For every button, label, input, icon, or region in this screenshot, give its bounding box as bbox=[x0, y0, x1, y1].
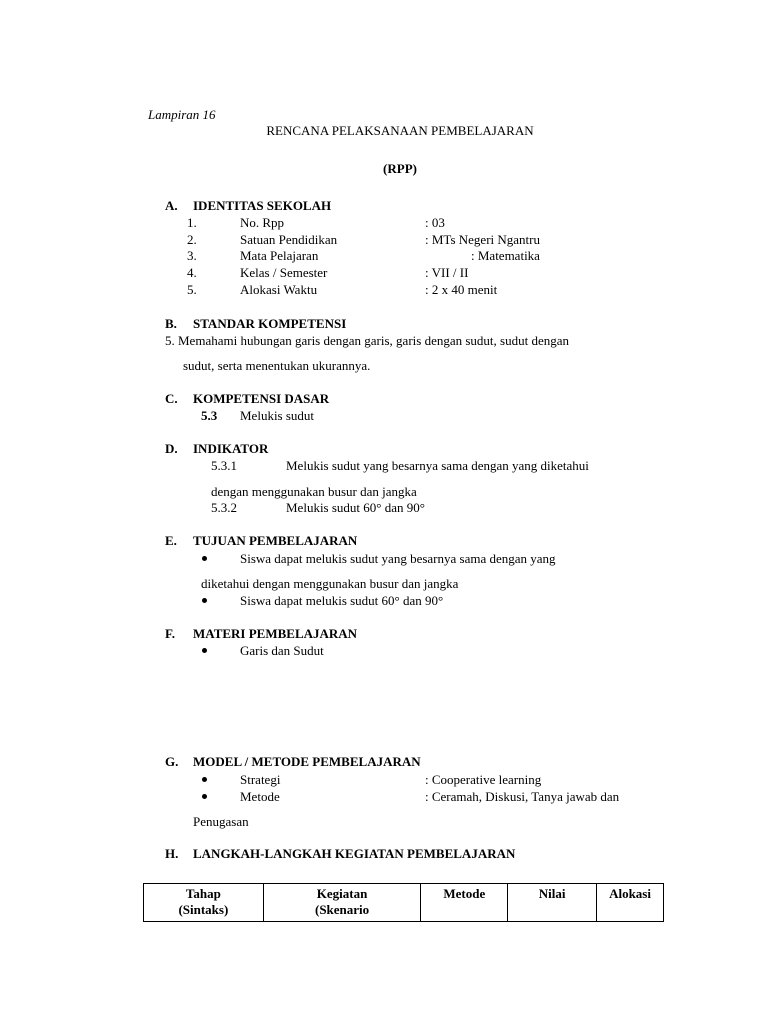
section-c-letter: C. bbox=[165, 391, 178, 406]
section-g-letter: G. bbox=[165, 754, 179, 769]
section-d-letter: D. bbox=[165, 441, 178, 456]
bullet-icon bbox=[202, 777, 207, 782]
competency-standard-continuation: sudut, serta menentukan ukurannya. bbox=[183, 358, 371, 373]
identity-row-label: Kelas / Semester bbox=[240, 265, 328, 280]
column-header-activity: Kegiatan (Skenario bbox=[263, 884, 421, 922]
section-a-letter: A. bbox=[165, 198, 178, 213]
section-b-heading: STANDAR KOMPETENSI bbox=[193, 316, 347, 331]
method-label: Strategi bbox=[240, 772, 281, 787]
attachment-label: Lampiran 16 bbox=[148, 107, 216, 122]
section-h-heading: LANGKAH-LANGKAH KEGIATAN PEMBELAJARAN bbox=[193, 846, 516, 861]
objective-continuation: diketahui dengan menggunakan busur dan jangka bbox=[201, 576, 459, 591]
column-header-allocation: Alokasi bbox=[597, 884, 664, 922]
document-title: RENCANA PELAKSANAAN PEMBELAJARAN bbox=[266, 123, 534, 138]
identity-row-value: : Matematika bbox=[471, 248, 540, 263]
identity-row-value: : MTs Negeri Ngantru bbox=[425, 232, 540, 247]
section-c-heading: KOMPETENSI DASAR bbox=[193, 391, 330, 406]
section-a-heading: IDENTITAS SEKOLAH bbox=[193, 198, 332, 213]
indicator-code: 5.3.2 bbox=[211, 500, 237, 515]
bullet-icon bbox=[202, 794, 207, 799]
section-h-letter: H. bbox=[165, 846, 179, 861]
method-label: Metode bbox=[240, 789, 280, 804]
material-item: Garis dan Sudut bbox=[240, 643, 324, 658]
basic-competency-code: 5.3 bbox=[201, 408, 218, 423]
identity-row-num: 3. bbox=[187, 248, 197, 263]
method-value: : Ceramah, Diskusi, Tanya jawab dan bbox=[425, 789, 620, 804]
section-e-heading: TUJUAN PEMBELAJARAN bbox=[193, 533, 358, 548]
section-e-letter: E. bbox=[165, 533, 177, 548]
column-header-stage: Tahap (Sintaks) bbox=[144, 884, 264, 922]
document-subtitle: (RPP) bbox=[383, 161, 417, 176]
table-header-row bbox=[144, 884, 664, 922]
indicator-text: Melukis sudut yang besarnya sama dengan yang diketahui bbox=[286, 458, 589, 473]
method-continuation: Penugasan bbox=[193, 814, 249, 829]
learning-steps-table bbox=[143, 883, 664, 922]
column-header-method: Metode bbox=[421, 884, 508, 922]
identity-row-label: No. Rpp bbox=[240, 215, 285, 230]
objective-text: Siswa dapat melukis sudut yang besarnya sama dengan yang bbox=[240, 551, 556, 566]
identity-row-label: Satuan Pendidikan bbox=[240, 232, 338, 247]
bullet-icon bbox=[202, 648, 207, 653]
identity-row-num: 4. bbox=[187, 265, 197, 280]
section-b-letter: B. bbox=[165, 316, 177, 331]
objective-text: Siswa dapat melukis sudut 60° dan 90° bbox=[240, 593, 444, 608]
competency-standard-line: 5. Memahami hubungan garis dengan garis, garis dengan sudut, sudut dengan bbox=[165, 333, 569, 348]
identity-row-num: 2. bbox=[187, 232, 197, 247]
bullet-icon bbox=[202, 556, 207, 561]
identity-row-label: Mata Pelajaran bbox=[240, 248, 319, 263]
indicator-code: 5.3.1 bbox=[211, 458, 237, 473]
section-g-heading: MODEL / METODE PEMBELAJARAN bbox=[193, 754, 421, 769]
identity-row-num: 5. bbox=[187, 282, 197, 297]
identity-row-value: : 03 bbox=[425, 215, 445, 230]
identity-row-value: : 2 x 40 menit bbox=[425, 282, 498, 297]
identity-row-label: Alokasi Waktu bbox=[240, 282, 318, 297]
indicator-continuation: dengan menggunakan busur dan jangka bbox=[211, 484, 417, 499]
indicator-text: Melukis sudut 60° dan 90° bbox=[286, 500, 425, 515]
identity-row-value: : VII / II bbox=[425, 265, 469, 280]
column-header-value: Nilai bbox=[508, 884, 597, 922]
section-f-heading: MATERI PEMBELAJARAN bbox=[193, 626, 358, 641]
method-value: : Cooperative learning bbox=[425, 772, 542, 787]
identity-row-num: 1. bbox=[187, 215, 197, 230]
section-d-heading: INDIKATOR bbox=[193, 441, 269, 456]
section-f-letter: F. bbox=[165, 626, 175, 641]
bullet-icon bbox=[202, 598, 207, 603]
basic-competency-text: Melukis sudut bbox=[240, 408, 315, 423]
